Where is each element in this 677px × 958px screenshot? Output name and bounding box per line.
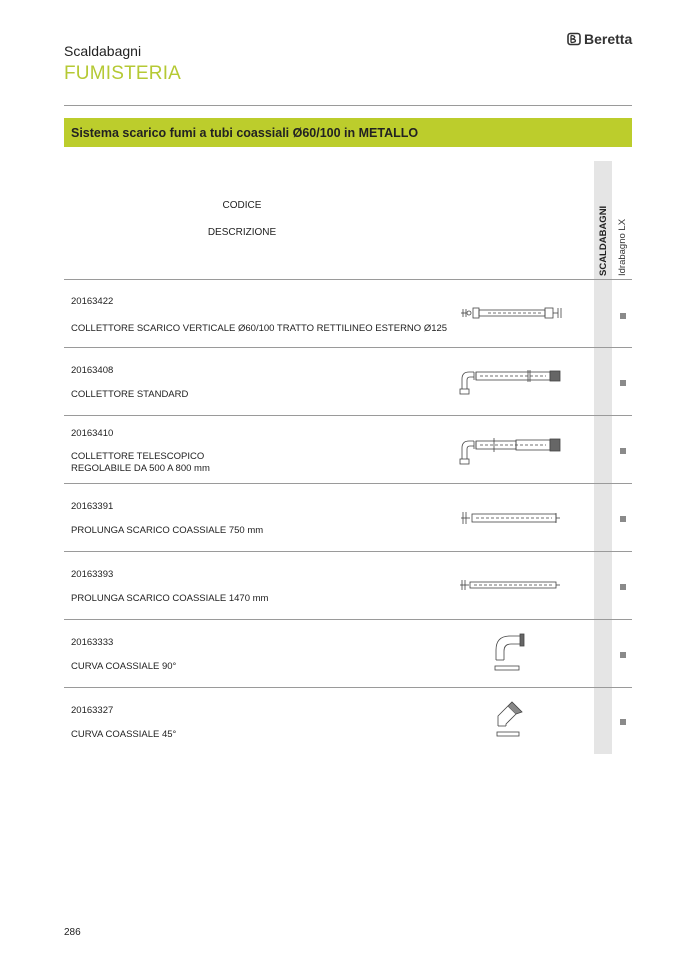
product-description bbox=[71, 661, 176, 673]
description-line: COLLETTORE SCARICO VERTICALE Ø60/100 TRATTO RETTILINEO ESTERNO Ø125 bbox=[71, 323, 448, 334]
square-marker-icon bbox=[620, 516, 626, 522]
telescopic-flue-kit-image bbox=[458, 433, 564, 467]
extension-1470-image bbox=[458, 576, 564, 594]
elbow-45-image bbox=[492, 700, 528, 742]
elbow-90-image bbox=[492, 632, 528, 674]
product-description bbox=[71, 323, 447, 335]
description-line: PROLUNGA SCARICO COASSIALE 1470 mm bbox=[71, 593, 269, 604]
brand-logo bbox=[567, 31, 632, 47]
product-description bbox=[71, 525, 263, 537]
description-line: COLLETTORE TELESCOPICO bbox=[71, 451, 205, 462]
row-divider bbox=[64, 279, 632, 280]
header-divider bbox=[64, 105, 632, 106]
product-description bbox=[71, 729, 176, 741]
section-banner bbox=[64, 118, 632, 147]
product-code: 20163333 bbox=[71, 637, 114, 648]
square-marker-icon bbox=[620, 719, 626, 725]
brand-name: Beretta bbox=[584, 31, 633, 47]
section-title: Sistema scarico fumi a tubi coassiali Ø60/100 in METALLO bbox=[71, 125, 419, 140]
square-marker-icon bbox=[620, 380, 626, 386]
product-description bbox=[71, 593, 268, 605]
description-line: COLLETTORE STANDARD bbox=[71, 389, 189, 400]
square-marker-icon bbox=[620, 652, 626, 658]
row-divider bbox=[64, 619, 632, 620]
beretta-logo-icon bbox=[567, 32, 581, 46]
vertical-flue-terminal-image bbox=[458, 304, 568, 322]
header-title: FUMISTERIA bbox=[64, 63, 182, 84]
description-line: CURVA COASSIALE 90° bbox=[71, 661, 177, 672]
description-line: REGOLABILE DA 500 A 800 mm bbox=[71, 463, 210, 474]
description-line: PROLUNGA SCARICO COASSIALE 750 mm bbox=[71, 525, 264, 536]
standard-flue-kit-image bbox=[458, 365, 564, 397]
column-code-heading: CODICE bbox=[222, 200, 262, 211]
product-code: 20163408 bbox=[71, 365, 114, 376]
product-code: 20163410 bbox=[71, 428, 114, 439]
category-label: SCALDABAGNI bbox=[598, 205, 609, 276]
product-description bbox=[71, 389, 188, 401]
row-divider bbox=[64, 687, 632, 688]
square-marker-icon bbox=[620, 448, 626, 454]
row-divider bbox=[64, 551, 632, 552]
product-code: 20163391 bbox=[71, 501, 114, 512]
description-line: CURVA COASSIALE 45° bbox=[71, 729, 177, 740]
product-code: 20163422 bbox=[71, 296, 114, 307]
extension-750-image bbox=[458, 508, 564, 528]
row-divider bbox=[64, 483, 632, 484]
column-description-heading: DESCRIZIONE bbox=[207, 227, 277, 238]
square-marker-icon bbox=[620, 313, 626, 319]
product-code: 20163393 bbox=[71, 569, 114, 580]
product-code: 20163327 bbox=[71, 705, 114, 716]
column-headings bbox=[64, 200, 420, 254]
row-divider bbox=[64, 415, 632, 416]
header-subtitle: Scaldabagni bbox=[64, 43, 142, 59]
row-divider bbox=[64, 347, 632, 348]
page-number: 286 bbox=[64, 927, 81, 938]
square-marker-icon bbox=[620, 584, 626, 590]
product-description bbox=[71, 451, 210, 475]
model-label: Idrabagno LX bbox=[617, 218, 628, 276]
